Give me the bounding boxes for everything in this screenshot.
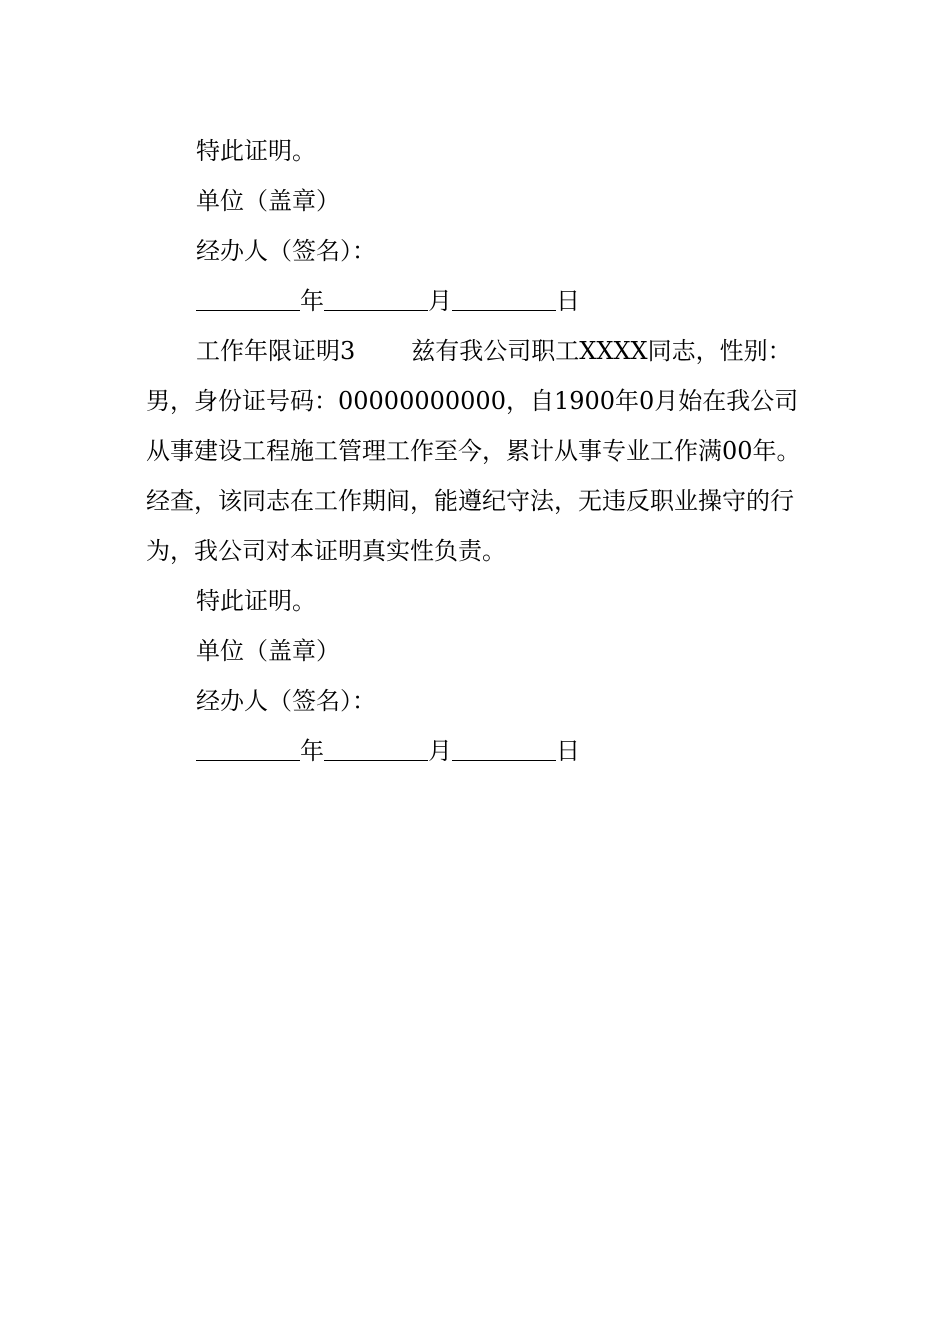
month-blank-2: [324, 738, 428, 761]
certificate-heading-2: 工作年限证明3: [196, 337, 356, 365]
day-blank-2: [452, 738, 556, 761]
month-label-2: 月: [428, 737, 452, 765]
closing-statement-1: 特此证明。: [196, 137, 316, 165]
year-blank-1: [196, 288, 300, 311]
day-label-1: 日: [556, 287, 580, 315]
unit-seal-label-1: 单位（盖章）: [196, 187, 340, 215]
certificate-body-2: 兹有我公司职工XXXX同志，性别：男，身份证号码：00000000000，自1900年0月始在我公司从事建设工程施工管理工作至今，累计从事专业工作满00年。经查，该同志在工作期间，能遵纪守法，无违反职业操守的行为，我公司对本证明真实性负责。: [146, 337, 801, 565]
year-label-1: 年: [300, 287, 324, 315]
date-line-1: [146, 276, 806, 326]
month-label-1: 月: [428, 287, 452, 315]
month-blank-1: [324, 288, 428, 311]
handler-signature-label-2: 经办人（签名）：: [196, 687, 376, 715]
day-label-2: 日: [556, 737, 580, 765]
certificate-paragraph-2: [146, 326, 806, 576]
date-line-2: [146, 726, 806, 776]
year-label-2: 年: [300, 737, 324, 765]
year-blank-2: [196, 738, 300, 761]
handler-signature-label-1: 经办人（签名）：: [196, 237, 376, 265]
document-content: [146, 126, 806, 776]
closing-statement-2: 特此证明。: [196, 587, 316, 615]
day-blank-1: [452, 288, 556, 311]
unit-seal-label-2: 单位（盖章）: [196, 637, 340, 665]
